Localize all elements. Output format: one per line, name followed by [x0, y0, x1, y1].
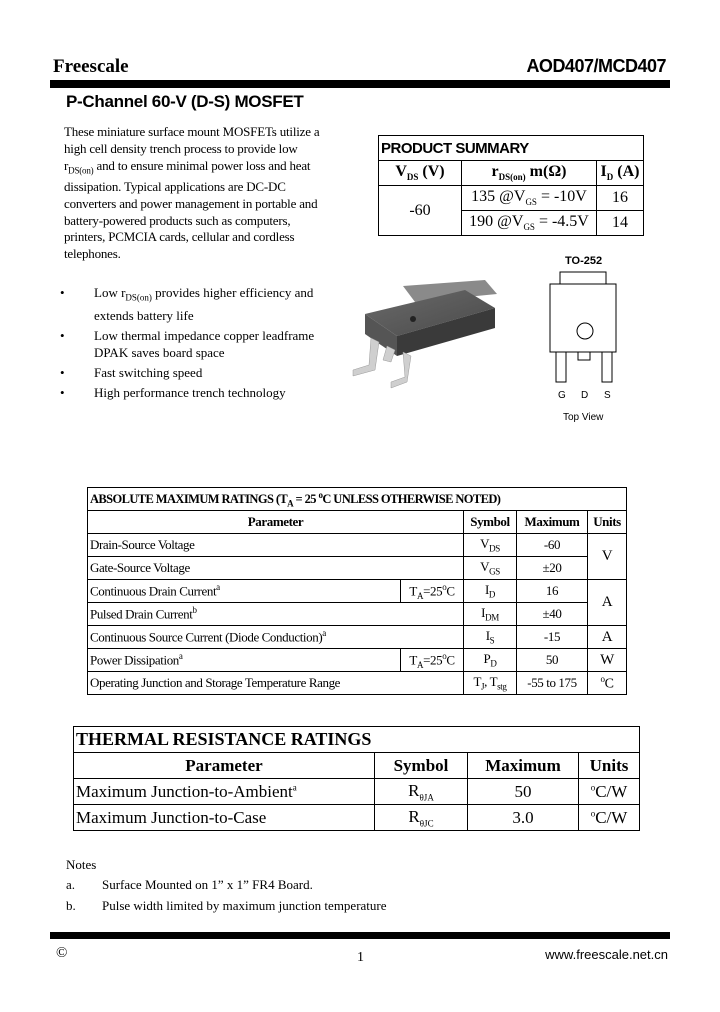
thermal-header-units: Units: [579, 753, 640, 779]
product-summary-table: [378, 135, 644, 236]
thermal-header-parameter: Parameter: [74, 753, 375, 779]
top-view-label: Top View: [563, 412, 604, 423]
rdson-value: 190 $@V_{GS} = -4.5V$: [462, 211, 597, 236]
copyright-symbol: ©: [56, 945, 68, 961]
desc-line: dissipation. Typical applications are DC-DC: [64, 178, 286, 194]
notes-title: Notes: [66, 857, 97, 872]
feature-list: [60, 284, 350, 401]
to252-top-view-diagram: [540, 270, 630, 390]
feature-item: • Low $r_{DS(on)}$ provides higher efficiency and extends battery life: [60, 285, 314, 323]
id-value: 14: [597, 211, 644, 236]
table-row: Continuous Source Current (Diode Conduction)$^a$ $I_S$ -15 A: [88, 626, 627, 649]
header-rule: [50, 80, 670, 88]
page-title: P-Channel 60-V (D-S) MOSFET: [66, 92, 304, 111]
amr-header-parameter: Parameter: [88, 511, 464, 534]
package-name: TO-252: [565, 255, 603, 267]
brand-name: Freescale: [53, 56, 129, 77]
rdson-value: 135 $@V_{GS} = -10V$: [462, 186, 597, 211]
thermal-resistance-table: [73, 726, 640, 831]
col-id: $I_D$ (A): [597, 161, 644, 186]
absolute-maximum-ratings-table: [87, 487, 627, 695]
note-b-label: b.: [66, 898, 76, 913]
note-a-text: Surface Mounted on 1” x 1” FR4 Board.: [102, 877, 313, 892]
table-row: Gate-Source Voltage $V_{GS}$ ±20: [88, 557, 627, 580]
note-b-text: Pulse width limited by maximum junction temperature: [102, 898, 387, 913]
feature-item: • High performance trench technology: [60, 384, 286, 400]
vds-value: -60: [379, 186, 462, 236]
pin-g-label: G: [558, 390, 566, 401]
product-summary-title: PRODUCT SUMMARY: [379, 136, 644, 161]
table-row: Continuous Drain Current$^a$ $T_A=25^oC$ $I_D$ 16 A: [88, 580, 627, 603]
amr-title: ABSOLUTE MAXIMUM RATINGS ($T_A = 25$ $^o$C UNLESS OTHERWISE NOTED): [88, 488, 627, 511]
unit-w: W: [588, 649, 627, 672]
desc-line: telephones.: [64, 246, 121, 262]
table-row: Maximum Junction-to-Case $R_{\theta JC}$ 3.0 $^o$C/W: [74, 805, 640, 831]
table-row: Pulsed Drain Current$^b$ $I_{DM}$ ±40: [88, 603, 627, 626]
footer-url[interactable]: www.freescale.net.cn: [545, 947, 668, 962]
thermal-header-maximum: Maximum: [468, 753, 579, 779]
table-row: Maximum Junction-to-Ambient$^a$ $R_{\theta JA}$ 50 $^o$C/W: [74, 779, 640, 805]
amr-header-units: Units: [588, 511, 627, 534]
table-row: Power Dissipation$^a$ $T_A=25^oC$ $P_D$ 50 W: [88, 649, 627, 672]
amr-header-maximum: Maximum: [517, 511, 588, 534]
table-row: Drain-Source Voltage $V_{DS}$ -60 V: [88, 534, 627, 557]
desc-line: printers, PCMCIA cards, cellular and cordless: [64, 229, 295, 245]
feature-item: • Fast switching speed: [60, 364, 203, 380]
page-number: 1: [357, 950, 364, 965]
table-row: Operating Junction and Storage Temperature Range $T_J$, $T_{stg}$ -55 to 175 $^o$C: [88, 672, 627, 695]
unit-v: V: [588, 534, 627, 580]
feature-item: • Low thermal impedance copper leadframe DPAK saves board space: [60, 327, 315, 360]
thermal-title: THERMAL RESISTANCE RATINGS: [74, 727, 640, 753]
desc-line: high cell density trench process to provide low: [64, 140, 298, 156]
desc-line: converters and power management in portable and: [64, 195, 318, 211]
thermal-header-symbol: Symbol: [375, 753, 468, 779]
desc-line: These miniature surface mount MOSFETs utilize a: [64, 124, 320, 139]
pin-s-label: S: [604, 390, 611, 401]
col-vds: $V_{DS}$ (V): [379, 161, 462, 186]
dpak-package-illustration: [345, 272, 505, 392]
part-number: AOD407/MCD407: [526, 56, 666, 76]
description: [64, 124, 364, 263]
col-rdson: $r_{DS(on)}$ m(Ω): [462, 161, 597, 186]
note-a-label: a.: [66, 877, 76, 892]
desc-line: $r_{DS(on)}$ and to ensure minimal power loss and heat: [64, 157, 311, 176]
unit-temp: $^o$C: [588, 672, 627, 695]
footer-rule: [50, 932, 670, 939]
id-value: 16: [597, 186, 644, 211]
unit-a: A: [588, 626, 627, 649]
amr-header-symbol: Symbol: [464, 511, 517, 534]
unit-a: A: [588, 580, 627, 626]
pin-d-label: D: [581, 390, 589, 401]
desc-line: battery-powered products such as computers,: [64, 212, 291, 228]
